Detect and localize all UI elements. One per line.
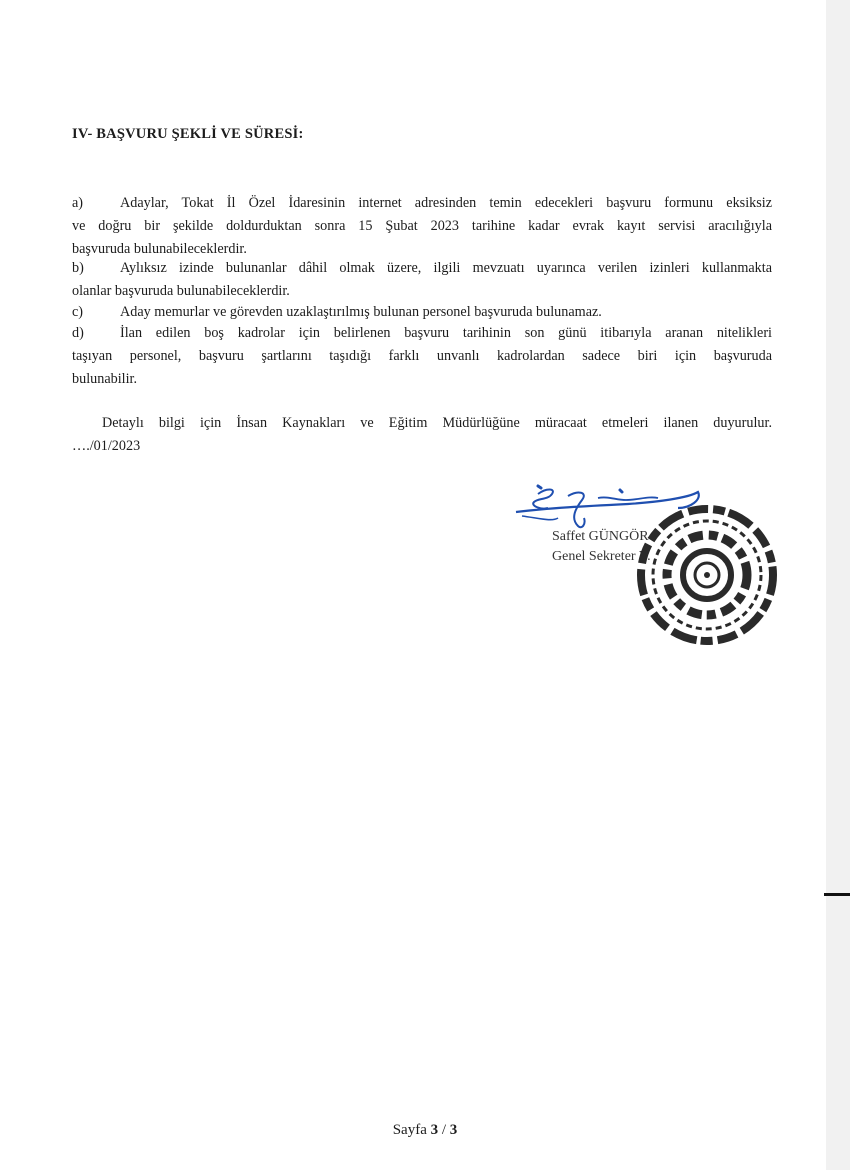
list-item-d: [72, 322, 772, 391]
detail-paragraph: [72, 412, 772, 458]
list-item-letter: d): [72, 325, 84, 341]
list-item-line: Adaylar, Tokat İl Özel İdaresinin internet adresinden temin edecekleri başvuru formunu eksiksiz: [120, 195, 772, 211]
page-number: [0, 1122, 850, 1139]
document-date: …./01/2023: [72, 438, 141, 454]
scan-edge-shade: [826, 0, 850, 1170]
list-item-b: [72, 257, 772, 303]
list-item-line: taşıyan personel, başvuru şartlarını taşıdığı farklı unvanlı kadrolardan sadece biri için başvuruda: [72, 348, 772, 364]
list-item-line: ve doğru bir şekilde doldurduktan sonra 15 Şubat 2023 tarihine kadar evrak kayıt servisi aracılığıyla: [72, 218, 772, 234]
page-number-current: 3: [430, 1122, 439, 1138]
page-number-prefix: Sayfa: [392, 1122, 431, 1138]
list-item-c: [72, 301, 772, 324]
list-item-line: İlan edilen boş kadrolar için belirlenen başvuru tarihinin son günü itibarıyla aranan nitelikleri: [120, 325, 772, 341]
list-item-letter: c): [72, 304, 84, 320]
official-seal-stamp: [632, 500, 782, 650]
list-item-letter: b): [72, 260, 84, 276]
page-number-total: 3: [449, 1122, 458, 1138]
signatory-title: Genel Sekreter V.: [552, 549, 651, 564]
section-heading: IV- BAŞVURU ŞEKLİ VE SÜRESİ:: [72, 126, 304, 142]
list-item-letter: a): [72, 195, 84, 211]
list-item-line: olanlar başvuruda bulunabileceklerdir.: [72, 283, 290, 299]
list-item-line: Aylıksız izinde bulunanlar dâhil olmak üzere, ilgili mevzuatı uyarınca verilen izinleri kullanmakta: [120, 260, 772, 276]
scan-edge-mark: [824, 893, 850, 896]
list-item-a: [72, 192, 772, 261]
list-item-line: Aday memurlar ve görevden uzaklaştırılmış bulunan personel başvuruda bulunamaz.: [120, 304, 602, 320]
page-number-separator: /: [438, 1122, 450, 1138]
list-item-line: başvuruda bulunabileceklerdir.: [72, 241, 247, 257]
signatory-name: Saffet GÜNGÖR: [552, 529, 649, 544]
detail-text: Detaylı bilgi için İnsan Kaynakları ve Eğitim Müdürlüğüne müracaat etmeleri ilanen duyurulur.: [102, 415, 772, 431]
list-item-line: bulunabilir.: [72, 371, 138, 387]
